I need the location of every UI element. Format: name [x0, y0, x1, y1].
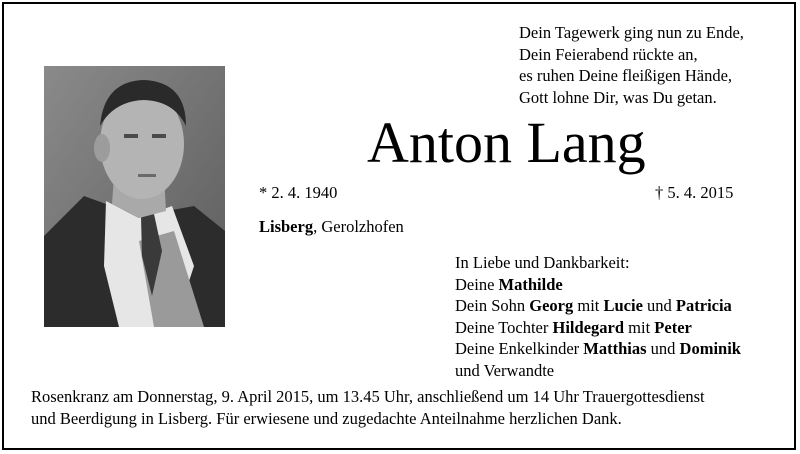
deceased-name: Anton Lang	[367, 110, 646, 175]
text-fragment: mit	[573, 296, 604, 315]
mourners-list	[455, 252, 741, 381]
text-fragment: und	[642, 296, 676, 315]
text-fragment: Deine Enkelkinder	[455, 339, 584, 358]
memorial-poem	[519, 22, 744, 108]
mourner-name: Lucie	[603, 296, 643, 315]
mourner-name: Dominik	[679, 339, 741, 358]
hometown	[259, 217, 404, 237]
mourner-line-grandchildren	[455, 338, 741, 360]
death-date: † 5. 4. 2015	[655, 183, 734, 202]
text-fragment: Deine Tochter	[455, 317, 553, 337]
mourner-name: Patricia	[675, 296, 732, 315]
service-details	[31, 386, 705, 429]
poem-line: Dein Tagewerk ging nun zu Ende,	[519, 23, 744, 42]
portrait-image	[44, 66, 225, 327]
mourner-line-wife	[455, 274, 741, 296]
service-line: und Beerdigung in Lisberg. Für erwiesene und zugedachte Anteilnahme herzlichen Dank.	[31, 408, 622, 428]
portrait-photo	[44, 66, 225, 327]
poem-line: es ruhen Deine fleißigen Hände,	[519, 66, 733, 85]
hometown-secondary: , Gerolzhofen	[313, 217, 404, 236]
mourner-name: Peter	[654, 317, 692, 337]
mourner-line-relatives: und Verwandte	[455, 360, 555, 380]
mourner-name: Mathilde	[498, 274, 563, 294]
mourner-line-son	[455, 295, 741, 317]
mourners-intro: In Liebe und Dankbarkeit:	[455, 253, 630, 272]
birth-date: * 2. 4. 1940	[259, 183, 338, 202]
poem-line: Gott lohne Dir, was Du getan.	[519, 87, 717, 107]
poem-line: Dein Feierabend rückte an,	[519, 44, 698, 64]
service-line: Rosenkranz am Donnerstag, 9. April 2015, um 13.45 Uhr, anschließend um 14 Uhr Trauergottesdienst	[31, 387, 705, 406]
mourner-name: Matthias	[583, 339, 647, 358]
text-fragment: mit	[624, 317, 655, 337]
text-fragment: Deine	[455, 274, 499, 294]
text-fragment: und	[646, 339, 680, 358]
text-fragment: Dein Sohn	[455, 296, 530, 315]
mourner-line-daughter	[455, 317, 741, 339]
mourner-name: Georg	[529, 296, 574, 315]
hometown-primary: Lisberg	[259, 217, 314, 236]
mourner-name: Hildegard	[552, 317, 625, 337]
